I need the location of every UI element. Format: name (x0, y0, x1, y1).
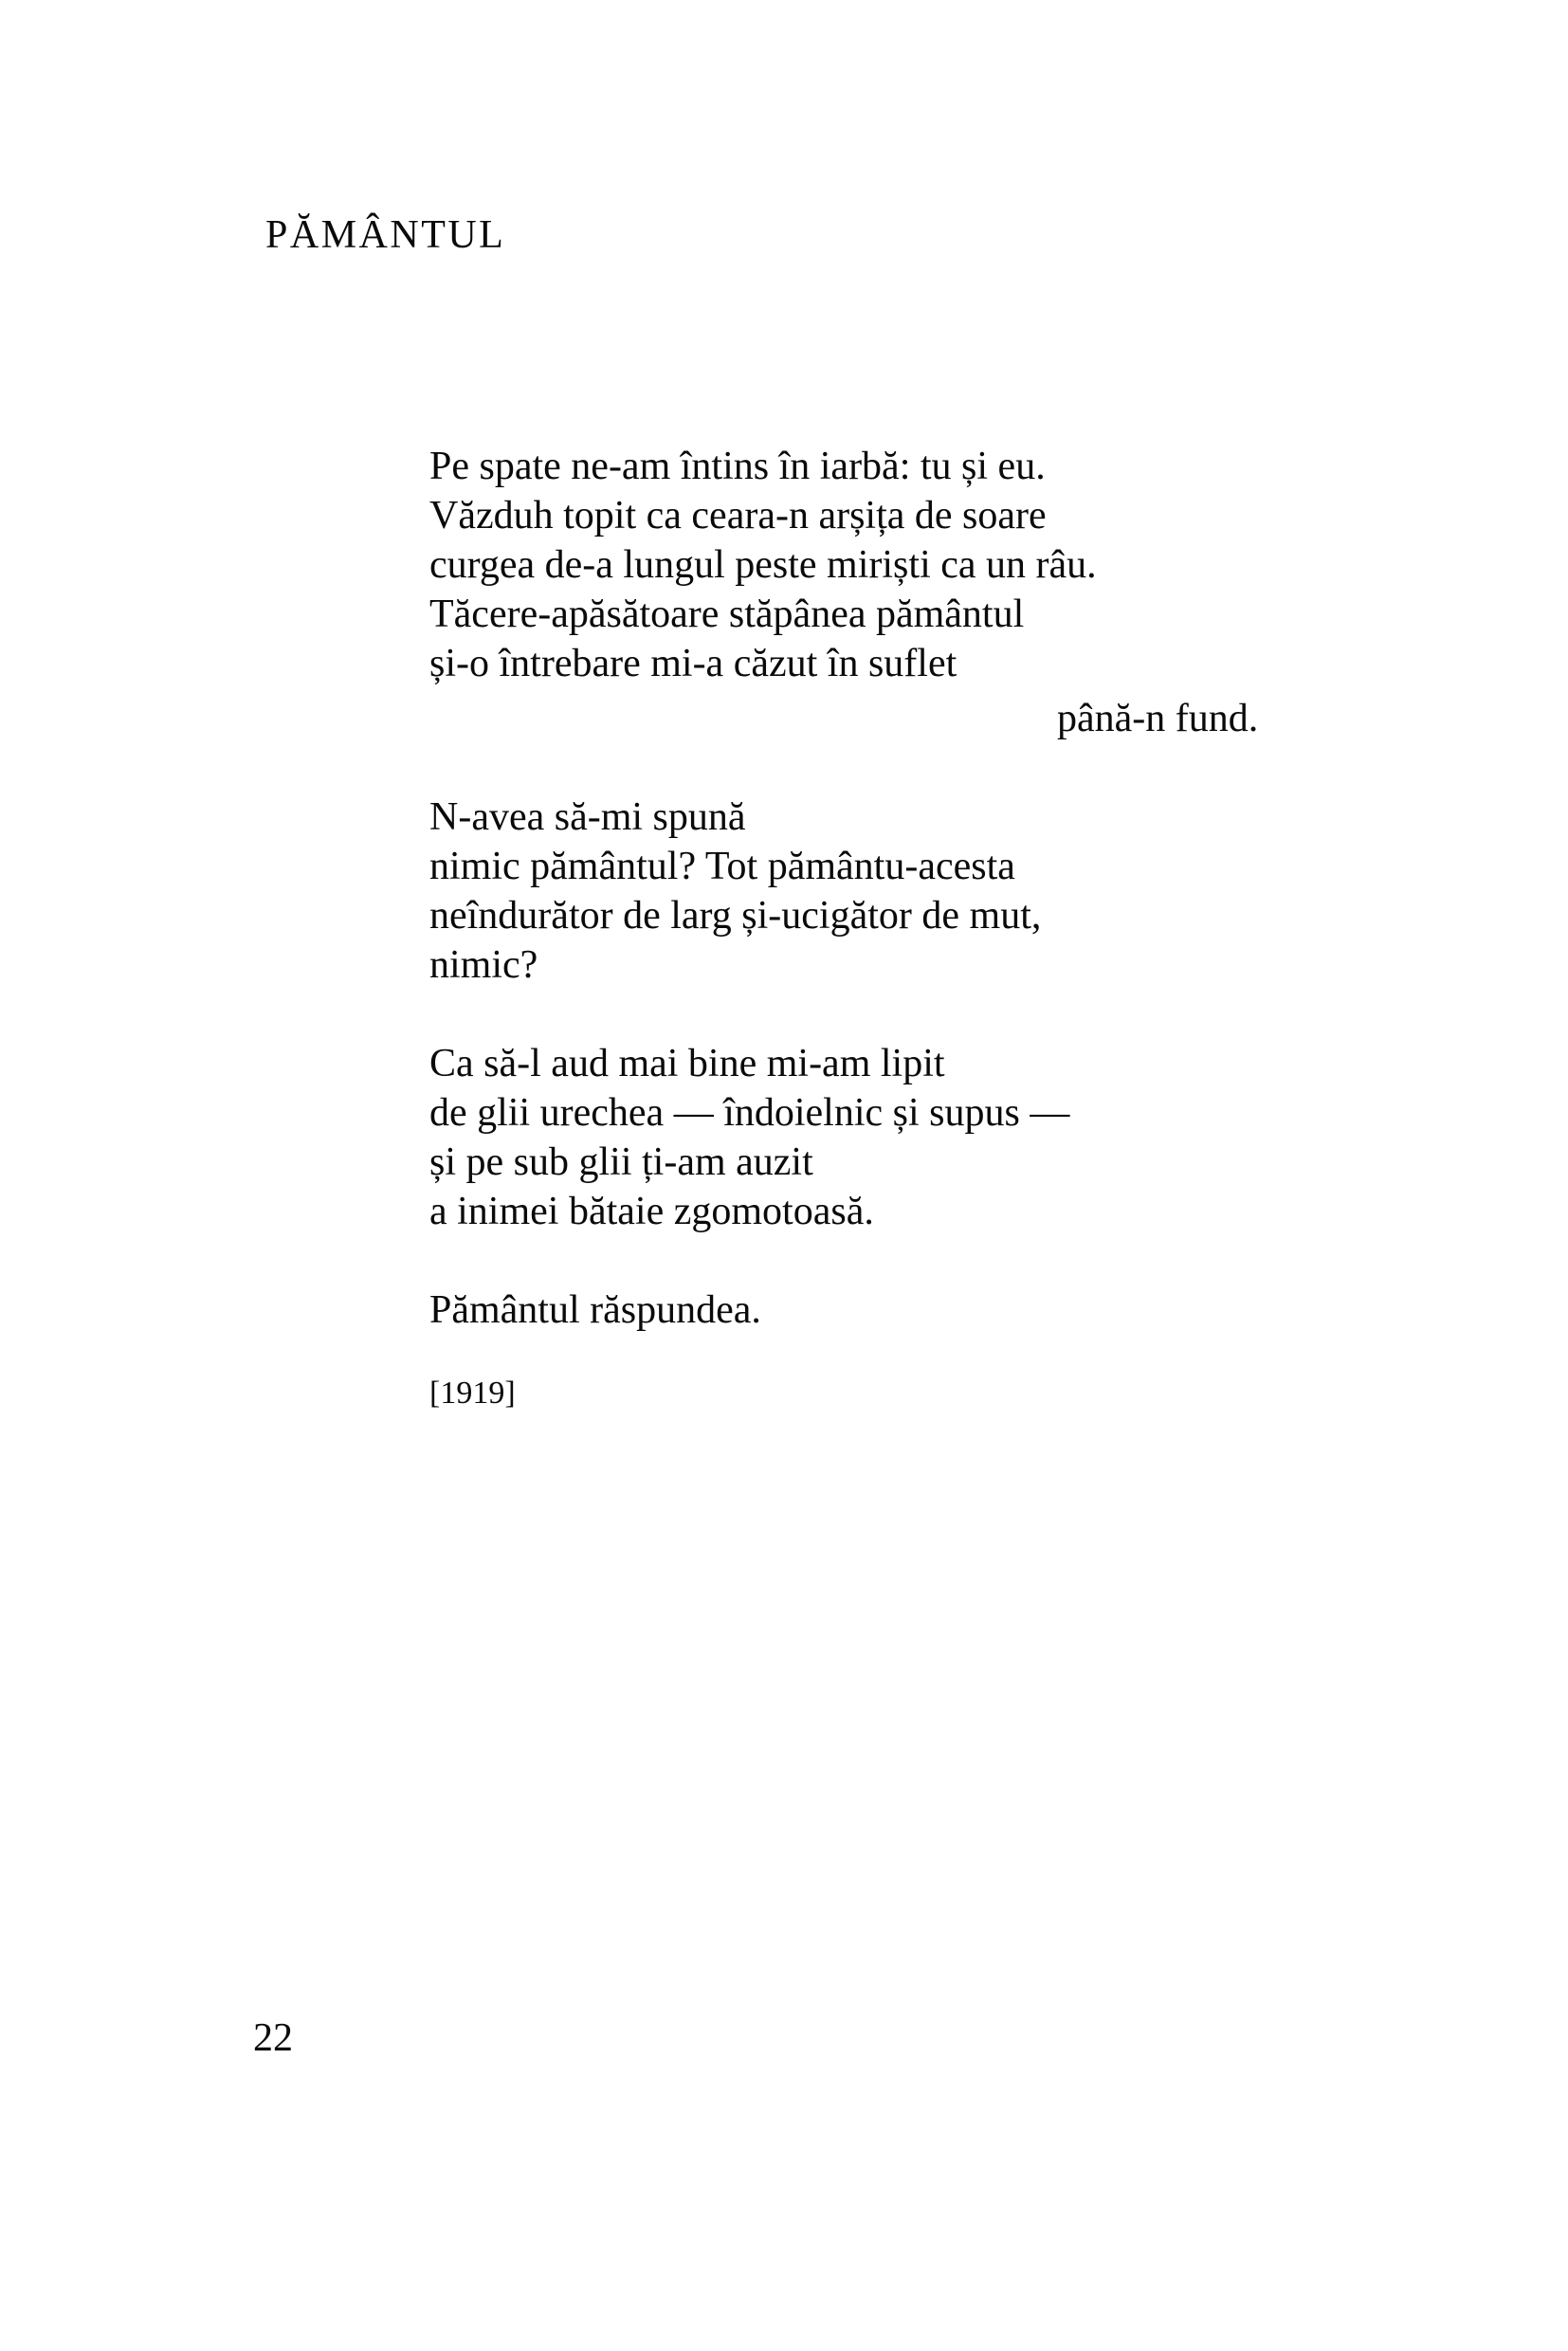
poem-line: nimic? (429, 943, 538, 987)
poem-line-dropped: până-n fund. (1057, 697, 1259, 740)
poem-line: și pe sub glii ți-am auzit (429, 1140, 813, 1184)
poem-line: de glii urechea — îndoielnic și supus — (429, 1091, 1070, 1135)
poem-line: Ca să-l aud mai bine mi-am lipit (429, 1042, 945, 1085)
poem-body (429, 442, 1258, 1412)
stanza-1 (429, 442, 1258, 743)
poem-line: nimic pământul? Tot pământu-acesta (429, 845, 1015, 888)
poem-line: N-avea să-mi spună (429, 795, 746, 839)
poem-line: curgea de-a lungul peste miriști ca un râu. (429, 543, 1097, 587)
poem-line: Văzduh topit ca ceara-n arșița de soare (429, 494, 1047, 538)
poem-line: Pământul răspundea. (429, 1288, 761, 1332)
poem-line: Pe spate ne-am întins în iarbă: tu și eu. (429, 445, 1046, 488)
poem-line: Tăcere-apăsătoare stăpânea pământul (429, 592, 1025, 636)
poem-line: neîndurător de larg și-ucigător de mut, (429, 894, 1042, 938)
poem-line: a inimei bătaie zgomotoasă. (429, 1190, 874, 1233)
poem-date: [1919] (429, 1376, 516, 1411)
poem-line: și-o întrebare mi-a căzut în suflet (429, 642, 957, 685)
stanza-3 (429, 1039, 1258, 1236)
stanza-2 (429, 793, 1258, 990)
page-number: 22 (253, 2016, 293, 2060)
running-head-title: PĂMÂNTUL (265, 213, 506, 257)
stanza-4 (429, 1285, 1258, 1335)
